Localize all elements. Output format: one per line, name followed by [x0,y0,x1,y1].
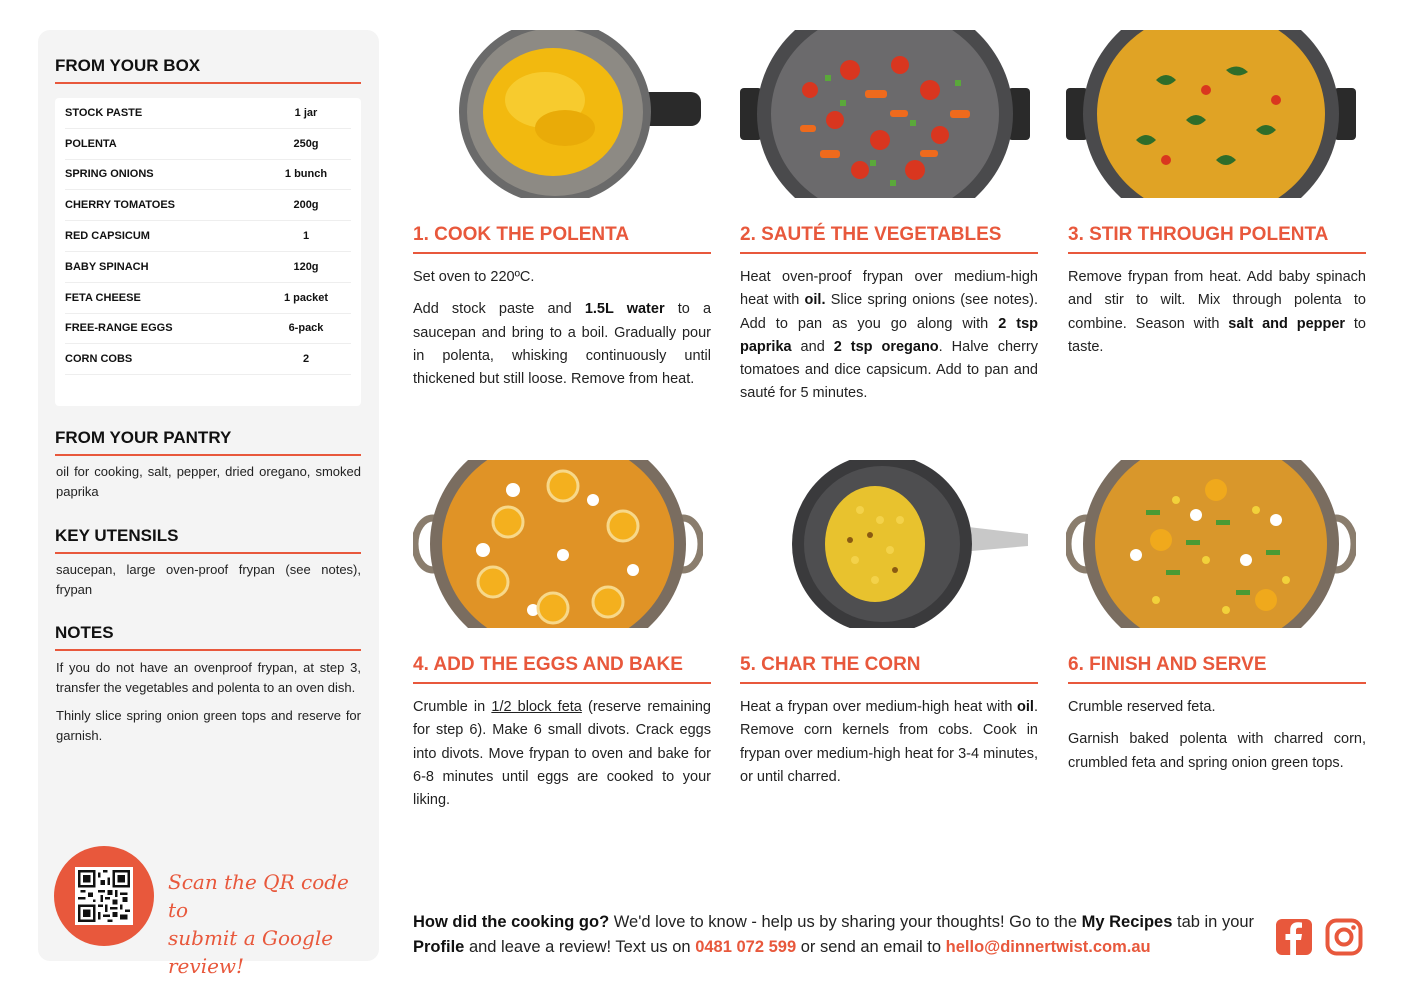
from-your-box-heading: FROM YOUR BOX [55,56,361,84]
qr-text-line: submit a Google review! [168,926,334,978]
ingredient-qty: 1 bunch [284,168,328,181]
step-4-title: 4. ADD THE EGGS AND BAKE [413,654,711,684]
note-item: Thinly slice spring onion green tops and reserve for garnish. [56,708,361,743]
ingredient-qty: 1 packet [283,291,329,304]
bold-run: How did the cooking go? [413,913,610,931]
ingredient-qty: 1 jar [294,106,318,119]
ingredients-table [55,98,361,406]
ingredient-qty: 6-pack [288,322,324,335]
step-1-image [455,30,705,198]
from-your-pantry-heading: FROM YOUR PANTRY [55,428,361,456]
bold-run: salt and pepper [1228,315,1346,332]
step-4-image [413,460,703,628]
text-run: Remove frypan from heat. Add baby spinach and stir to wilt. Mix through polenta to combine. Season with [1068,269,1366,332]
ingredient-row [65,344,351,375]
ingredient-name: POLENTA [65,137,117,150]
step-paragraph: Crumble reserved feta. [1068,699,1216,715]
step-6-title: 6. FINISH AND SERVE [1068,654,1366,684]
utensils-text: saucepan, large oven-proof frypan (see notes), frypan [56,562,361,597]
text-run: or send an email to [796,938,946,956]
notes-text [56,658,361,746]
step-2-title: 2. SAUTÉ THE VEGETABLES [740,224,1038,254]
step-3-title: 3. STIR THROUGH POLENTA [1068,224,1366,254]
step-3-image [1066,30,1356,198]
ingredient-name: STOCK PASTE [65,106,143,119]
key-utensils-heading: KEY UTENSILS [55,526,361,554]
text-run: Heat oven-proof frypan over medium-high heat with [740,269,1038,309]
ingredient-name: CORN COBS [65,353,133,366]
step-paragraph [413,298,711,391]
profile-label: Profile [413,938,465,956]
ingredient-name: BABY SPINACH [65,260,149,273]
step-paragraph [740,266,1038,406]
ingredient-name: SPRING ONIONS [65,168,154,181]
bold-run: 2 tsp paprika [740,315,1039,355]
step-6-image [1066,460,1356,628]
text-run: Heat a frypan over medium-high heat with [740,699,1018,715]
text-run: to taste. [1068,315,1367,355]
text-run: Slice spring onions (see notes). Add to pan as you go along with [740,292,1038,332]
qr-code-badge[interactable] [54,846,154,946]
ingredient-qty: 120g [293,260,319,273]
pantry-text: oil for cooking, salt, pepper, dried oregano, smoked paprika [56,464,361,499]
text-run: Crumble in [413,699,492,715]
ingredient-row [65,129,351,160]
text-run: Add stock paste and [413,301,585,318]
ingredient-qty: 2 [302,353,310,366]
step-paragraph: Garnish baked polenta with charred corn, crumbled feta and spring onion green tops. [1068,731,1366,771]
step-2-image [740,30,1030,198]
bold-run: 1.5L water [584,301,665,318]
bold-run: oil [1017,699,1034,715]
ingredient-qty: 200g [293,199,319,212]
step-5-title: 5. CHAR THE CORN [740,654,1038,684]
ingredient-row [65,190,351,221]
text-run: and [791,338,834,355]
text-run: to a saucepan and bring to a boil. Gradually pour in polenta, whisking continuously until thickened but still loose. Remove from heat. [413,301,712,388]
note-item: If you do not have an ovenproof frypan, at step 3, transfer the vegetables and polenta to an oven dish. [56,660,361,695]
email-link[interactable]: hello@dinnertwist.com.au [945,938,1151,956]
qr-code-icon[interactable] [75,867,133,925]
text-run: We'd love to know - help us by sharing your thoughts! Go to the [609,913,1082,931]
ingredient-row [65,314,351,345]
facebook-icon[interactable] [1275,918,1313,956]
instagram-icon[interactable] [1325,918,1363,956]
underlined-run: 1/2 block feta [491,699,582,715]
text-run: (reserve remaining for step 6). Make 6 small divots. Crack eggs into divots. Move frypan to oven and bake for 6-8 minutes until eggs are cooked to your liking. [413,699,711,809]
ingredient-row [65,221,351,252]
ingredient-qty: 1 [302,230,310,243]
ingredient-name: CHERRY TOMATOES [65,199,176,212]
step-6-body [1068,696,1366,775]
ingredient-row [65,283,351,314]
text-run: and leave a review! Text us on [464,938,696,956]
text-run: . Halve cherry tomatoes and dice capsicum. Add to pan and sauté for 5 minutes. [740,338,1038,402]
sidebar [38,30,379,978]
step-paragraph: Set oven to 220ºC. [413,269,535,285]
bold-run: 2 tsp oregano [833,338,939,355]
qr-text-line: Scan the QR code to [168,870,349,922]
notes-heading: NOTES [55,623,361,651]
ingredient-name: FREE-RANGE EGGS [65,322,173,335]
step-4-body [413,696,711,812]
bold-run: oil. [804,292,826,309]
step-paragraph [740,696,1038,789]
step-2-body [740,266,1038,406]
step-5-image [790,460,1030,628]
qr-review-prompt [168,868,368,980]
text-run: tab in your [1172,913,1255,931]
my-recipes-label: My Recipes [1081,913,1173,931]
text-run: . Remove corn kernels from cobs. Cook in frypan over medium-high heat for 3-4 minutes, or until charred. [740,699,1038,785]
step-1-body [413,266,711,391]
phone-link[interactable]: 0481 072 599 [695,938,797,956]
ingredient-qty: 250g [293,137,319,150]
ingredient-row [65,98,351,129]
review-footer [413,910,1263,960]
step-5-body [740,696,1038,789]
ingredient-name: RED CAPSICUM [65,230,150,243]
ingredient-row [65,252,351,283]
step-paragraph [1068,266,1366,359]
ingredient-name: FETA CHEESE [65,291,141,304]
step-paragraph [413,696,711,812]
step-3-body [1068,266,1366,359]
step-1-title: 1. COOK THE POLENTA [413,224,711,254]
ingredient-row [65,160,351,191]
